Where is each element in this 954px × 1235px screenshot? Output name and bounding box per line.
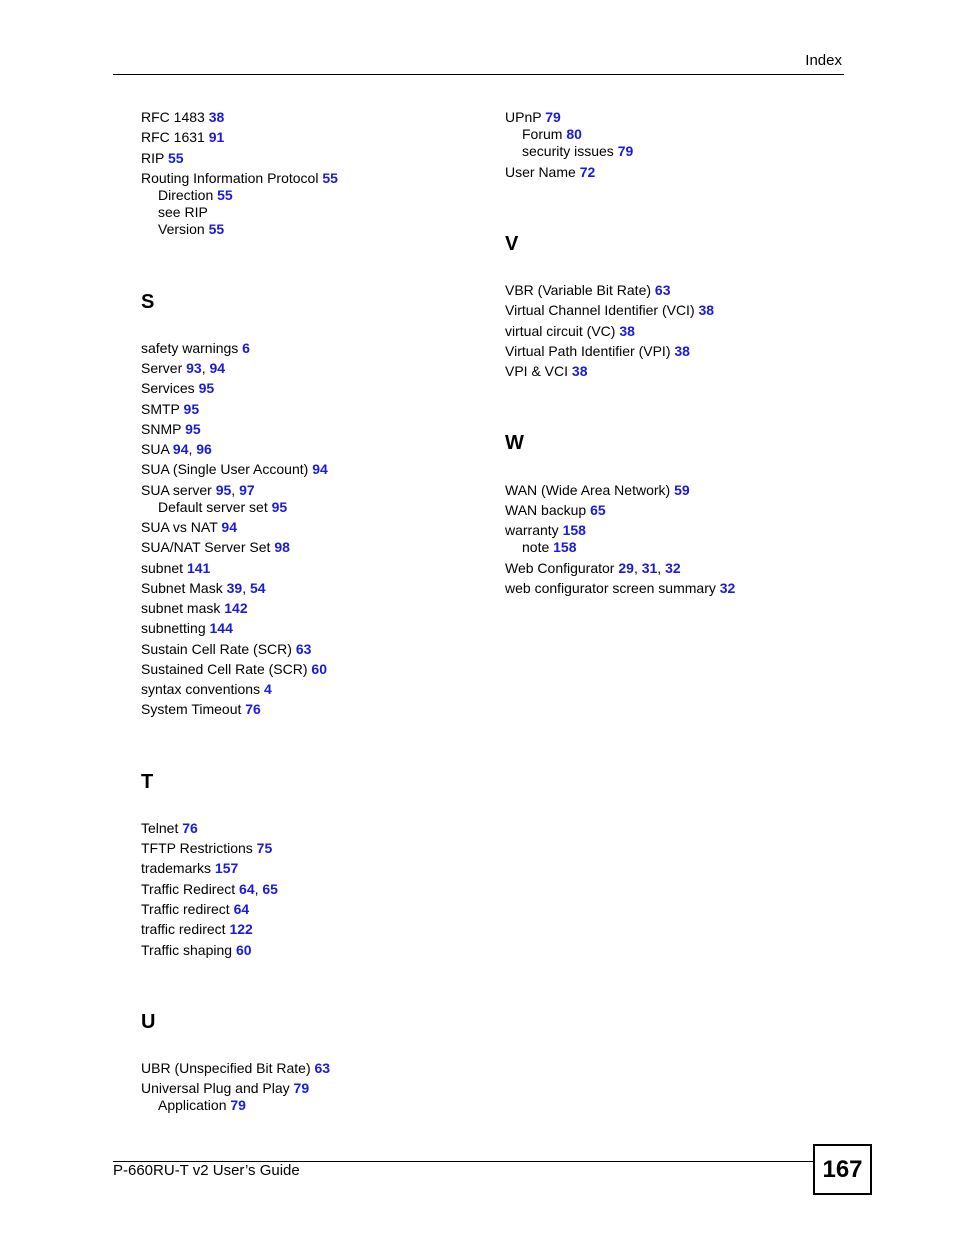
index-term: SUA server [141,482,212,498]
section-heading-t: T [141,771,154,793]
index-entry [141,840,272,857]
index-entry [141,661,327,678]
header-section-title: Index [805,52,842,69]
index-term: Virtual Path Identifier (VPI) [505,343,671,359]
page-reference-link[interactable]: 38 [698,302,715,318]
index-term: System Timeout [141,701,242,717]
page-reference-link[interactable]: 72 [579,164,596,180]
index-term: Sustain Cell Rate (SCR) [141,641,292,657]
index-entry [141,129,224,146]
index-term: WAN backup [505,502,587,518]
page-reference-link[interactable]: 97 [239,482,255,498]
page-reference-link[interactable]: 93 [186,360,202,376]
index-term: Web Configurator [505,560,615,576]
header-rule [113,74,844,75]
page-reference-link[interactable]: 38 [619,323,635,339]
page-reference-link[interactable]: 95 [271,499,288,515]
index-term: Default server set [158,499,268,515]
index-term: Virtual Channel Identifier (VCI) [505,302,695,318]
page-reference-link[interactable]: 94 [221,519,237,535]
index-entry [141,921,253,938]
index-term: UBR (Unspecified Bit Rate) [141,1060,311,1076]
index-entry [141,620,233,637]
page-reference-link[interactable]: 63 [314,1060,331,1076]
page-reference-link[interactable]: 95 [198,380,215,396]
index-entry [505,522,586,539]
index-entry [158,187,233,204]
page-reference-link[interactable]: 79 [617,143,634,159]
page-number: 167 [822,1155,863,1183]
page-reference-link[interactable]: 60 [235,942,252,958]
page-reference-link[interactable]: 65 [262,881,278,897]
index-term: Traffic redirect [141,901,230,917]
index-term: Telnet [141,820,179,836]
page-reference-link[interactable]: 32 [719,580,736,596]
index-entry [141,701,261,718]
page-reference-link[interactable]: 144 [209,620,233,636]
index-term: SMTP [141,401,180,417]
index-entry [505,109,561,126]
index-entry: Subnet Mask 39, 54 [141,580,266,596]
index-entry [505,363,588,380]
section-heading-w: W [505,432,524,454]
index-term: Direction [158,187,214,203]
page-reference-link[interactable]: 79 [230,1097,246,1113]
index-entry [505,343,690,360]
page-reference-link[interactable]: 94 [172,441,189,457]
page-reference-link[interactable]: 6 [242,340,250,356]
index-term: SUA vs NAT [141,519,218,535]
index-term: virtual circuit (VC) [505,323,616,339]
page-reference-link[interactable]: 142 [224,600,248,616]
page-reference-link[interactable]: 76 [182,820,198,836]
index-term: User Name [505,164,576,180]
page-reference-link[interactable]: 75 [256,840,273,856]
page-reference-link[interactable]: 54 [249,580,266,596]
index-entry [141,519,237,536]
index-term: RFC 1483 [141,109,205,125]
page-reference-link[interactable]: 63 [654,282,671,298]
section-heading-u: U [141,1011,156,1033]
index-entry [505,580,735,597]
page-reference-link[interactable]: 65 [590,502,606,518]
page-reference-link[interactable]: 39 [226,580,243,596]
section-heading-s: S [141,291,155,313]
page-reference-link[interactable]: 94 [209,360,226,376]
index-term: Server [141,360,183,376]
page-reference-link[interactable]: 95 [185,421,201,437]
index-term: safety warnings [141,340,239,356]
index-entry [141,380,214,397]
index-term: TFTP Restrictions [141,840,253,856]
index-entry [158,204,208,221]
index-term: Application [158,1097,227,1113]
index-entry [505,323,635,340]
page-reference-link[interactable]: 55 [322,170,338,186]
page-reference-link[interactable]: 141 [186,560,211,576]
index-entry: Traffic Redirect 64, 65 [141,881,278,897]
page-reference-link[interactable]: 96 [196,441,212,457]
index-term: traffic redirect [141,921,226,937]
index-term: RFC 1631 [141,129,205,145]
page-reference-link[interactable]: 60 [311,661,327,677]
page-reference-link[interactable]: 38 [571,363,588,379]
index-entry [141,421,201,438]
index-term: subnet [141,560,184,576]
index-term: note [522,539,550,555]
index-entry: SUA server 95, 97 [141,482,255,498]
index-entry [141,1080,309,1097]
page-reference-link[interactable]: 91 [208,129,225,145]
index-entry [141,150,184,167]
index-entry: Server 93, 94 [141,360,226,376]
index-term: syntax conventions [141,681,261,697]
index-term: security issues [522,143,614,159]
index-entry [158,221,224,238]
index-entry [141,820,198,837]
page-reference-link[interactable]: 63 [295,641,312,657]
index-entry [141,600,248,617]
page-reference-link[interactable]: 122 [229,921,253,937]
index-term: Subnet Mask [141,580,223,596]
page-number-box [813,1144,872,1195]
page-reference-link[interactable]: 55 [208,221,225,237]
index-term: Traffic Redirect [141,881,236,897]
index-entry [505,502,606,519]
index-entry [141,170,338,187]
index-entry [505,282,670,299]
index-term: VBR (Variable Bit Rate) [505,282,652,298]
index-entry [141,681,272,698]
page-reference-link[interactable]: 64 [239,881,255,897]
index-entry [522,539,577,556]
page-reference-link[interactable]: 38 [208,109,225,125]
index-term: Traffic shaping [141,942,233,958]
index-entry: SUA 94, 96 [141,441,212,457]
page-reference-link[interactable]: 158 [562,522,586,538]
index-entry [141,340,250,357]
index-term: WAN (Wide Area Network) [505,482,671,498]
index-term: Forum [522,126,563,142]
index-entry [141,641,311,658]
index-entry [141,109,224,126]
index-term: trademarks [141,860,212,876]
page-reference-link[interactable]: 157 [214,860,239,876]
page-reference-link[interactable]: 55 [167,150,184,166]
page-reference-link[interactable]: 80 [566,126,582,142]
index-term: Routing Information Protocol [141,170,319,186]
index-entry [505,482,690,499]
index-term: web configurator screen summary [505,580,716,596]
index-term: Version [158,221,205,237]
page-reference-link[interactable]: 4 [263,681,272,697]
index-term: VPI & VCI [505,363,569,379]
page-reference-link[interactable]: 94 [312,461,328,477]
index-entry [505,164,595,181]
page-reference-link[interactable]: 64 [233,901,250,917]
index-entry [158,499,287,516]
page-reference-link[interactable]: 55 [217,187,233,203]
footer-guide-title: P-660RU-T v2 User’s Guide [113,1162,300,1179]
index-term: SUA [141,441,170,457]
page-reference-link[interactable]: 158 [553,539,577,555]
index-entry [505,302,714,319]
page-reference-link[interactable]: 79 [545,109,561,125]
index-entry: Web Configurator 29, 31, 32 [505,560,681,576]
index-entry [141,1060,330,1077]
page-reference-link[interactable]: 95 [183,401,200,417]
index-term: warranty [505,522,559,538]
index-entry [141,539,290,556]
index-term: UPnP [505,109,542,125]
index-term: Sustained Cell Rate (SCR) [141,661,308,677]
index-term: SUA/NAT Server Set [141,539,271,555]
index-term: Universal Plug and Play [141,1080,290,1096]
index-term: SNMP [141,421,182,437]
index-term: subnetting [141,620,206,636]
index-term: subnet mask [141,600,221,616]
page-reference-link[interactable]: 95 [215,482,232,498]
index-entry [141,860,238,877]
page-reference-link[interactable]: 29 [618,560,634,576]
index-entry [141,560,210,577]
index-entry [522,126,582,143]
section-heading-v: V [505,233,519,255]
index-entry [522,143,633,160]
index-entry [141,942,252,959]
page-reference-link[interactable]: 98 [274,539,290,555]
index-term: see RIP [158,204,208,220]
page-reference-link[interactable]: 31 [641,560,658,576]
index-entry [141,901,249,918]
index-entry [141,401,199,418]
page-reference-link[interactable]: 32 [665,560,681,576]
page-reference-link[interactable]: 59 [674,482,690,498]
index-term: Services [141,380,195,396]
index-entry [158,1097,246,1114]
index-term: SUA (Single User Account) [141,461,309,477]
page-reference-link[interactable]: 38 [674,343,690,359]
page-reference-link[interactable]: 76 [245,701,261,717]
index-term: RIP [141,150,165,166]
index-entry [141,461,328,478]
page-reference-link[interactable]: 79 [293,1080,310,1096]
